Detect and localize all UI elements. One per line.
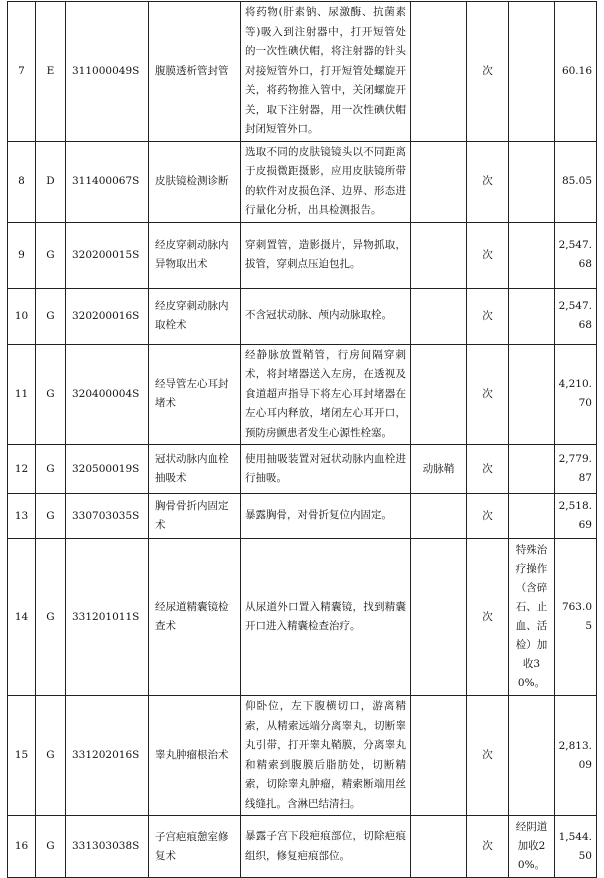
row-description: 暴露胸骨，对骨折复位内固定。 xyxy=(241,494,411,539)
row-description: 从尿道外口置入精囊镜，找到精囊开口进入精囊检查治疗。 xyxy=(241,539,411,696)
table-row xyxy=(8,696,597,816)
row-description: 使用抽吸装置对冠状动脉内血栓进行抽吸。 xyxy=(241,445,411,494)
row-unit: 次 xyxy=(467,494,509,539)
table-row xyxy=(8,2,597,142)
row-description: 选取不同的皮肤镜镜头以不同距离于皮损微距摄影，应用皮肤镜所带的软件对皮损色泽、边界、形态进行量化分析，出具检测报告。 xyxy=(241,141,411,222)
row-exclusion xyxy=(411,222,467,288)
fee-table xyxy=(7,1,597,878)
row-description: 不含冠状动脉、颅内动脉取栓。 xyxy=(241,288,411,344)
row-price: 2,518.69 xyxy=(555,494,597,539)
row-exclusion xyxy=(411,2,467,142)
row-description: 将药物(肝素钠、尿激酶、抗菌素等)吸入到注射器中，打开短管处的一次性碘伏帽，将注射器的针头对接短管外口，打开短管处螺旋开关，将药物推入管中，关闭螺旋开关，取下注射器，用一次性碘伏帽封闭短管外口。 xyxy=(241,2,411,142)
row-number: 10 xyxy=(8,288,36,344)
row-code: 331202016S xyxy=(66,696,149,816)
row-category: G xyxy=(36,816,66,878)
table-row xyxy=(8,539,597,696)
row-note xyxy=(509,141,555,222)
table-row xyxy=(8,222,597,288)
row-name: 经导管左心耳封堵术 xyxy=(149,344,241,445)
row-unit: 次 xyxy=(467,344,509,445)
table-row xyxy=(8,344,597,445)
row-category: D xyxy=(36,141,66,222)
row-category: G xyxy=(36,696,66,816)
row-exclusion xyxy=(411,696,467,816)
row-note xyxy=(509,445,555,494)
row-note xyxy=(509,494,555,539)
row-note xyxy=(509,222,555,288)
row-price: 2,813.09 xyxy=(555,696,597,816)
row-exclusion xyxy=(411,494,467,539)
table-row xyxy=(8,816,597,878)
row-name: 睾丸肿瘤根治术 xyxy=(149,696,241,816)
row-exclusion xyxy=(411,288,467,344)
row-number: 8 xyxy=(8,141,36,222)
row-unit: 次 xyxy=(467,816,509,878)
row-exclusion xyxy=(411,141,467,222)
row-category: G xyxy=(36,344,66,445)
row-note xyxy=(509,288,555,344)
row-note xyxy=(509,2,555,142)
row-number: 7 xyxy=(8,2,36,142)
row-code: 331201011S xyxy=(66,539,149,696)
row-description: 穿刺置管，造影摄片，异物抓取，拔管，穿刺点压迫包扎。 xyxy=(241,222,411,288)
row-price: 2,547.68 xyxy=(555,288,597,344)
row-unit: 次 xyxy=(467,539,509,696)
row-exclusion xyxy=(411,539,467,696)
row-code: 320500019S xyxy=(66,445,149,494)
row-number: 15 xyxy=(8,696,36,816)
row-number: 13 xyxy=(8,494,36,539)
table-row xyxy=(8,494,597,539)
row-unit: 次 xyxy=(467,141,509,222)
row-name: 皮肤镜检测诊断 xyxy=(149,141,241,222)
row-number: 9 xyxy=(8,222,36,288)
row-unit: 次 xyxy=(467,445,509,494)
row-number: 14 xyxy=(8,539,36,696)
row-category: G xyxy=(36,539,66,696)
row-exclusion xyxy=(411,816,467,878)
row-unit: 次 xyxy=(467,696,509,816)
row-category: G xyxy=(36,222,66,288)
row-unit: 次 xyxy=(467,2,509,142)
row-description: 经静脉放置鞘管，行房间隔穿刺术，将封堵器送入左房，在透视及食道超声指导下将左心耳封堵器在左心耳内释放，堵闭左心耳开口，预防房颤患者发生心源性栓塞。 xyxy=(241,344,411,445)
row-code: 320200015S xyxy=(66,222,149,288)
row-name: 胸骨骨折内固定术 xyxy=(149,494,241,539)
row-code: 320200016S xyxy=(66,288,149,344)
row-note xyxy=(509,696,555,816)
row-note xyxy=(509,344,555,445)
row-category: G xyxy=(36,288,66,344)
row-description: 仰卧位，左下腹横切口，游离精索，从精索远端分离睾丸，切断睾丸引带，打开睾丸鞘膜，分离睾丸和精索到腹膜后脂肪处，切断精索，切除睾丸肿瘤，精索断端用丝线缝扎。含淋巴结清扫。 xyxy=(241,696,411,816)
row-code: 311000049S xyxy=(66,2,149,142)
row-price: 763.05 xyxy=(555,539,597,696)
row-code: 320400004S xyxy=(66,344,149,445)
row-name: 经尿道精囊镜检查术 xyxy=(149,539,241,696)
row-price: 4,210.70 xyxy=(555,344,597,445)
row-code: 330703035S xyxy=(66,494,149,539)
row-unit: 次 xyxy=(467,288,509,344)
row-note: 经阴道加收20%。 xyxy=(509,816,555,878)
row-name: 腹膜透析管封管 xyxy=(149,2,241,142)
row-category: G xyxy=(36,445,66,494)
row-category: E xyxy=(36,2,66,142)
row-number: 16 xyxy=(8,816,36,878)
row-price: 2,547.68 xyxy=(555,222,597,288)
table-row xyxy=(8,141,597,222)
row-price: 1,544.50 xyxy=(555,816,597,878)
row-description: 暴露子宫下段疤痕部位，切除疤痕组织，修复疤痕部位。 xyxy=(241,816,411,878)
row-name: 经皮穿刺动脉内异物取出术 xyxy=(149,222,241,288)
row-exclusion xyxy=(411,344,467,445)
row-price: 60.16 xyxy=(555,2,597,142)
row-note: 特殊治疗操作（含碎石、止血、活检）加收30%。 xyxy=(509,539,555,696)
row-price: 2,779.87 xyxy=(555,445,597,494)
row-unit: 次 xyxy=(467,222,509,288)
row-code: 311400067S xyxy=(66,141,149,222)
row-number: 11 xyxy=(8,344,36,445)
table-row xyxy=(8,445,597,494)
row-code: 331303038S xyxy=(66,816,149,878)
table-row xyxy=(8,288,597,344)
row-category: G xyxy=(36,494,66,539)
row-name: 经皮穿刺动脉内取栓术 xyxy=(149,288,241,344)
row-name: 冠状动脉内血栓抽吸术 xyxy=(149,445,241,494)
row-price: 85.05 xyxy=(555,141,597,222)
row-exclusion: 动脉鞘 xyxy=(411,445,467,494)
row-number: 12 xyxy=(8,445,36,494)
row-name: 子宫疤痕憩室修复术 xyxy=(149,816,241,878)
